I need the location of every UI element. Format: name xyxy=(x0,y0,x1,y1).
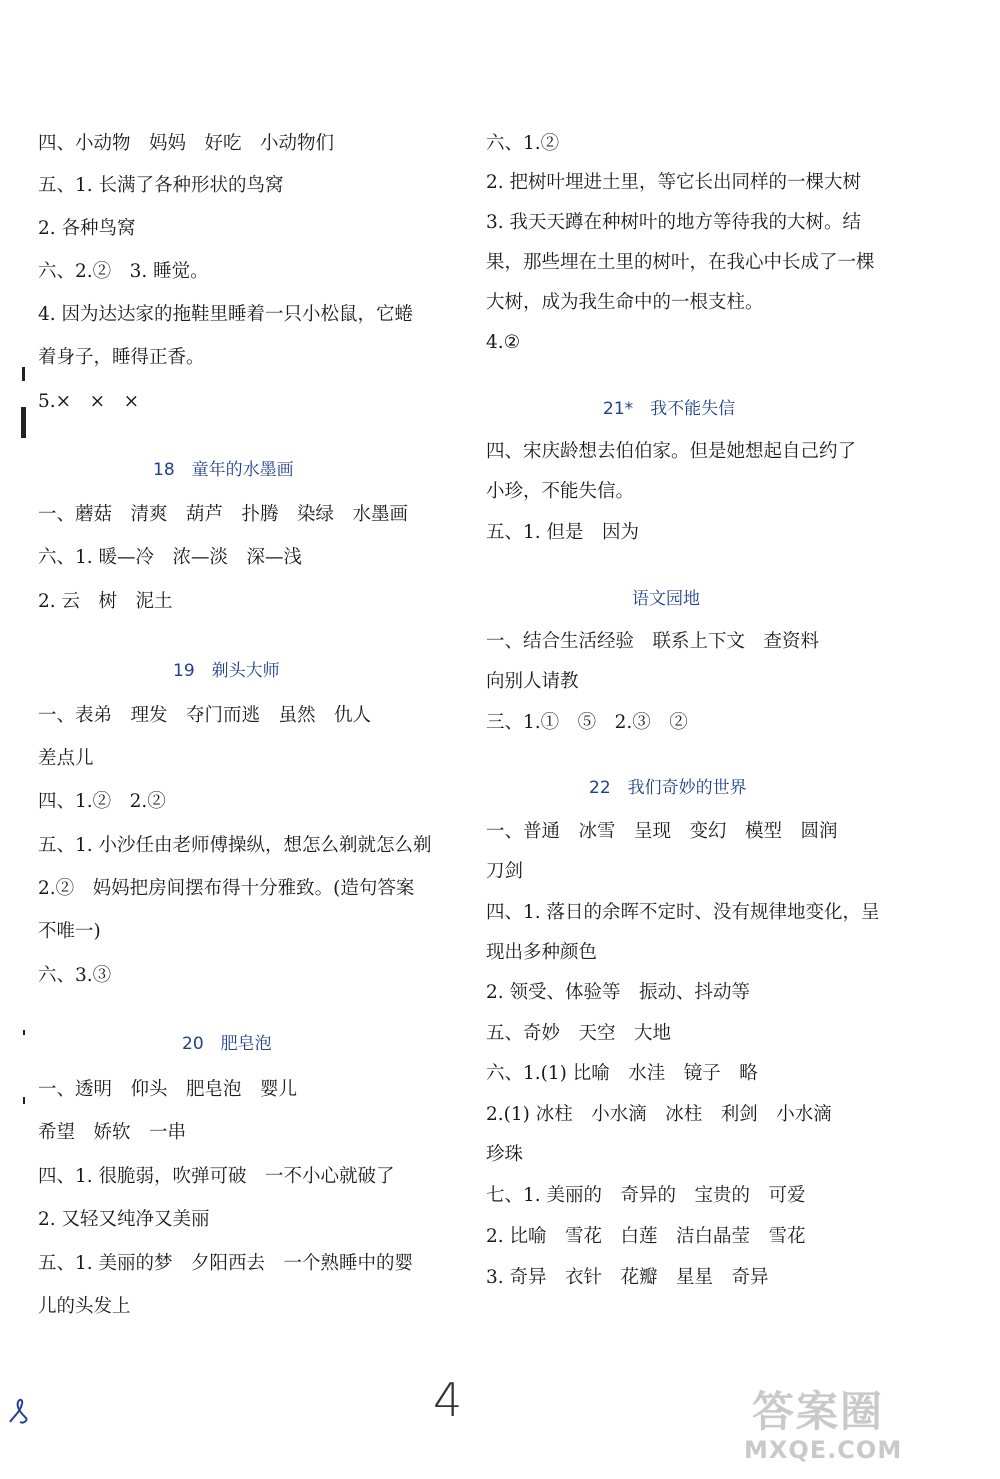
answer-line: 2. 比喻 雪花 白莲 洁白晶莹 雪花 xyxy=(486,1226,806,1247)
answer-line: 希望 娇软 一串 xyxy=(38,1122,187,1143)
answer-line: 2. 领受、体验等 振动、抖动等 xyxy=(486,982,751,1003)
lesson-heading-22: 22 我们奇妙的世界 xyxy=(589,778,747,798)
answer-line: 四、1.② 2.② xyxy=(38,791,166,812)
answer-line: 2. 又轻又纯净又美丽 xyxy=(38,1209,210,1230)
answer-line: 珍珠 xyxy=(486,1144,524,1165)
answer-line: 五、奇妙 天空 大地 xyxy=(486,1023,672,1044)
answer-line: 四、小动物 妈妈 好吃 小动物们 xyxy=(38,133,335,154)
answer-line: 2.② 妈妈把房间摆布得十分雅致。(造句答案 xyxy=(38,878,415,899)
answer-line: 五、1. 美丽的梦 夕阳西去 一个熟睡中的婴 xyxy=(38,1253,414,1274)
answer-line: 六、3.③ xyxy=(38,965,112,986)
answer-line: 五、1. 但是 因为 xyxy=(486,522,640,543)
watermark-title: 答案圈 xyxy=(752,1387,885,1436)
answer-line: 儿的头发上 xyxy=(38,1296,131,1317)
yuwen-yuandi-heading: 语文园地 xyxy=(632,589,700,609)
answer-line: 着身子，睡得正香。 xyxy=(38,347,205,368)
answer-line: 4. 因为达达家的拖鞋里睡着一只小松鼠，它蜷 xyxy=(38,304,414,325)
answer-line: 六、2.② 3. 睡觉。 xyxy=(38,261,209,282)
answer-line: 四、1. 落日的余晖不定时、没有规律地变化，呈 xyxy=(486,902,880,923)
lesson-heading-19: 19 剃头大师 xyxy=(173,661,280,681)
watermark xyxy=(740,1388,980,1468)
watermark-url: MXQE.COM xyxy=(744,1436,903,1464)
answer-line: 小珍，不能失信。 xyxy=(486,481,635,502)
answer-line: 一、表弟 理发 夺门而逃 虽然 仇人 xyxy=(38,705,372,726)
answer-line: 一、蘑菇 清爽 葫芦 扑腾 染绿 水墨画 xyxy=(38,504,409,525)
answer-line: 刀剑 xyxy=(486,861,524,882)
answer-line: 一、透明 仰头 肥皂泡 婴儿 xyxy=(38,1079,298,1100)
answer-line: 果，那些埋在土里的树叶，在我心中长成了一棵 xyxy=(486,252,875,273)
answer-line: 五、1. 长满了各种形状的鸟窝 xyxy=(38,175,284,196)
scan-mark xyxy=(22,367,25,381)
answer-line: 一、普通 冰雪 呈现 变幻 模型 圆润 xyxy=(486,821,838,842)
lesson-heading-18: 18 童年的水墨画 xyxy=(153,460,294,480)
answer-line: 三、1.① ⑤ 2.③ ② xyxy=(486,712,688,733)
answer-line: 4.② xyxy=(486,332,521,353)
answer-line: 5.× × × xyxy=(38,391,140,412)
answer-line: 一、结合生活经验 联系上下文 查资料 xyxy=(486,631,820,652)
scan-mark xyxy=(23,1097,25,1104)
answer-line: 七、1. 美丽的 奇异的 宝贵的 可爱 xyxy=(486,1185,806,1206)
answer-line: 大树，成为我生命中的一根支柱。 xyxy=(486,292,764,313)
answer-line: 现出多种颜色 xyxy=(486,942,598,963)
answer-line: 2. 各种鸟窝 xyxy=(38,218,136,239)
handwritten-mark-icon xyxy=(4,1392,36,1428)
answer-line: 2. 云 树 泥土 xyxy=(38,591,173,612)
answer-line: 不唯一) xyxy=(38,921,101,942)
answer-line: 向别人请教 xyxy=(486,671,579,692)
lesson-heading-21: 21* 我不能失信 xyxy=(603,399,736,419)
answer-line: 3. 奇异 衣针 花瓣 星星 奇异 xyxy=(486,1267,769,1288)
page-number: 4 xyxy=(433,1373,463,1427)
answer-line: 差点儿 xyxy=(38,748,94,769)
answer-line: 2.(1) 冰柱 小水滴 冰柱 利剑 小水滴 xyxy=(486,1104,832,1125)
answer-line: 六、1.(1) 比喻 水洼 镜子 略 xyxy=(486,1063,758,1084)
scan-mark xyxy=(23,1030,25,1035)
answer-line: 2. 把树叶埋进土里，等它长出同样的一棵大树 xyxy=(486,172,862,193)
answer-line: 六、1. 暖—冷 浓—淡 深—浅 xyxy=(38,547,303,568)
scan-mark xyxy=(21,407,26,438)
answer-line: 四、宋庆龄想去伯伯家。但是她想起自己约了 xyxy=(486,441,857,462)
answer-line: 四、1. 很脆弱，吹弹可破 一不小心就破了 xyxy=(38,1166,395,1187)
answer-line: 六、1.② xyxy=(486,133,560,154)
lesson-heading-20: 20 肥皂泡 xyxy=(182,1034,272,1054)
answer-line: 五、1. 小沙任由老师傅操纵，想怎么剃就怎么剃 xyxy=(38,835,432,856)
answer-line: 3. 我天天蹲在种树叶的地方等待我的大树。结 xyxy=(486,212,862,233)
